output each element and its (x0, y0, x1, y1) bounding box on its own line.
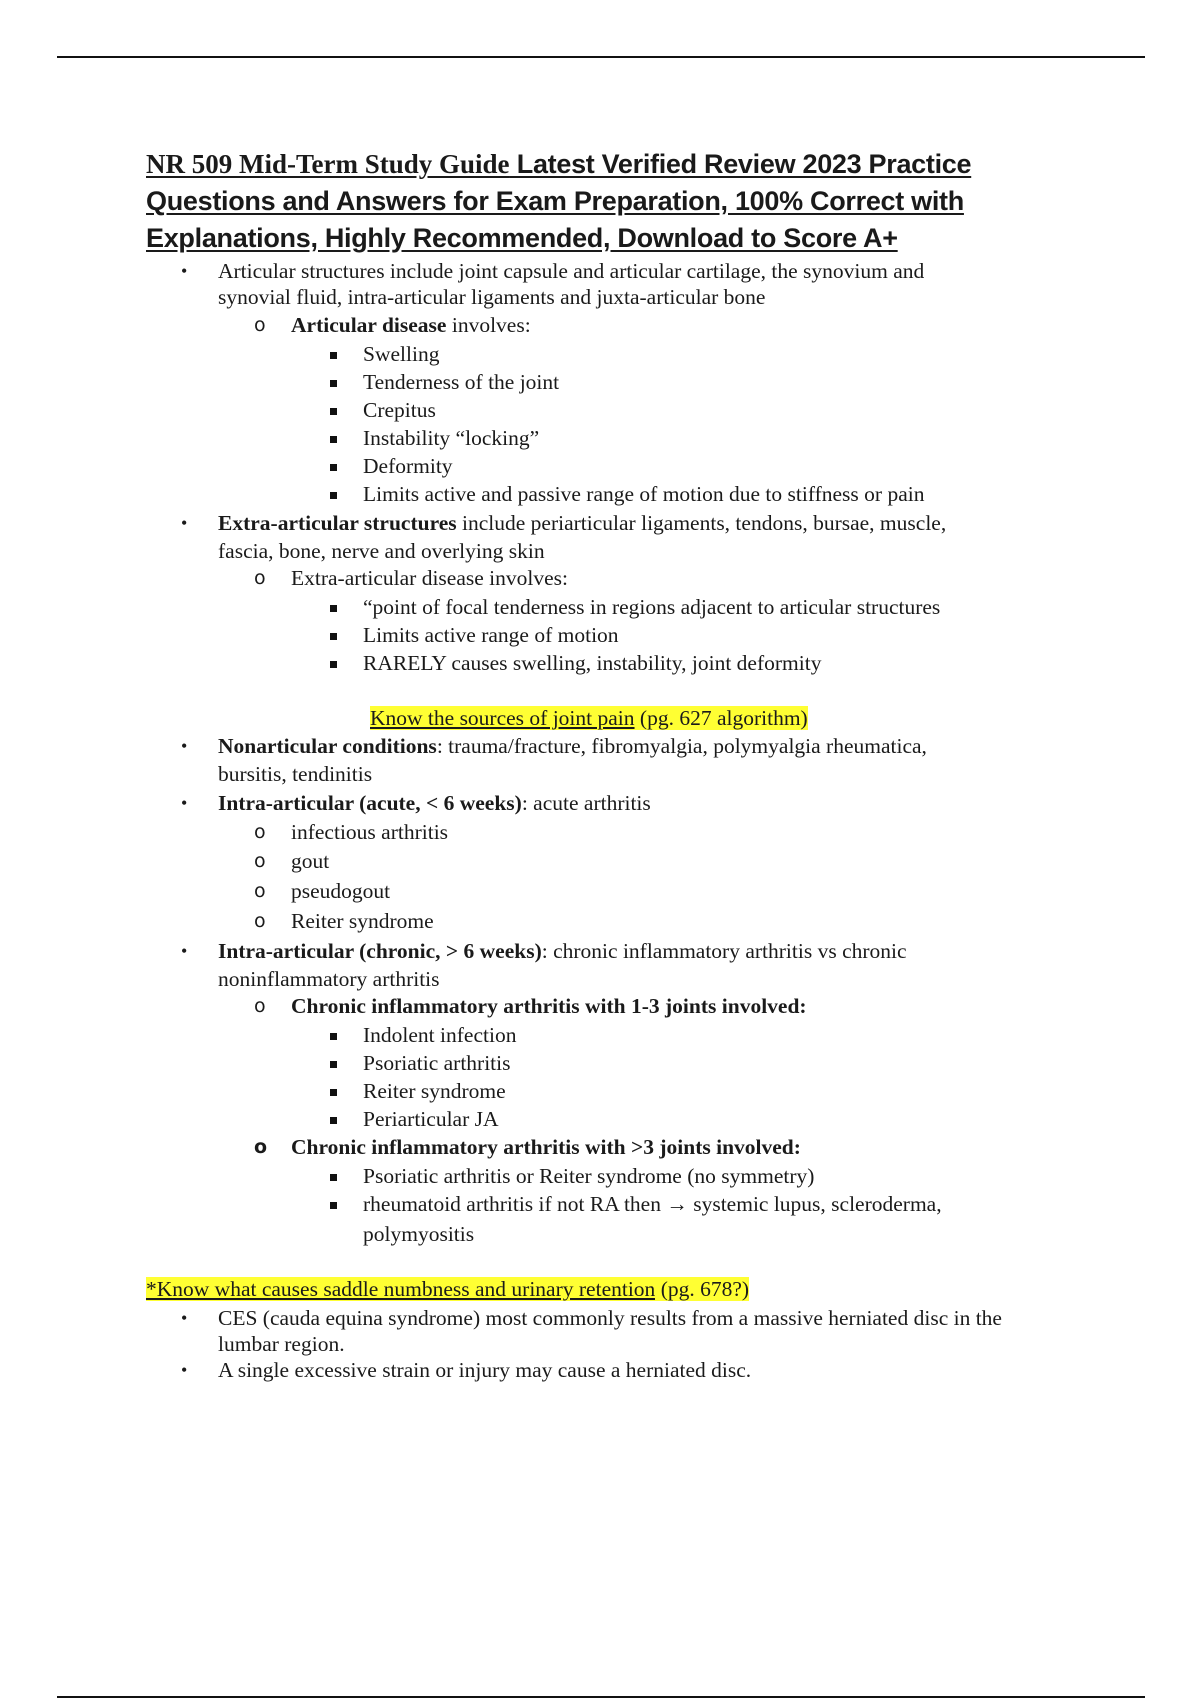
list-item: gout (291, 849, 330, 873)
list-item: Periarticular JA (363, 1107, 499, 1131)
list-item: Limits active and passive range of motion due to stiffness or pain (363, 482, 925, 506)
sub-bullet-marker: o (254, 910, 266, 932)
list-item: Psoriatic arthritis or Reiter syndrome (no symmetry) (363, 1164, 815, 1188)
articular-line2: synovial fluid, intra-articular ligaments and juxta-articular bone (218, 285, 766, 309)
list-item: pseudogout (291, 879, 391, 903)
square-bullet (330, 1089, 337, 1096)
square-bullet (330, 380, 337, 387)
acute-heading: Intra-articular (acute, < 6 weeks): acute arthritis (218, 791, 651, 815)
square-bullet (330, 1202, 337, 1209)
sub-bullet-marker: o (254, 314, 266, 336)
square-bullet (330, 1117, 337, 1124)
list-item: Indolent infection (363, 1023, 517, 1047)
chronic-sub2-heading: Chronic inflammatory arthritis with >3 joints involved: (291, 1135, 801, 1159)
list-item: RARELY causes swelling, instability, joint deformity (363, 651, 822, 675)
list-item: Reiter syndrome (291, 909, 434, 933)
bullet-marker: • (181, 941, 188, 961)
saddle-note: *Know what causes saddle numbness and urinary retention (pg. 678?) (146, 1277, 750, 1301)
bottom-rule (57, 1696, 1145, 1698)
list-item: Instability “locking” (363, 426, 540, 450)
articular-line1: Articular structures include joint capsule and articular cartilage, the synovium and (218, 259, 925, 283)
chronic-line1: Intra-articular (chronic, > 6 weeks): chronic inflammatory arthritis vs chronic (218, 939, 907, 963)
bullet-marker: • (181, 261, 188, 281)
bullet-marker: • (181, 513, 188, 533)
nonarticular-line2: bursitis, tendinitis (218, 762, 373, 786)
chronic-sub1-heading: Chronic inflammatory arthritis with 1-3 joints involved: (291, 994, 807, 1018)
extra-articular-line2: fascia, bone, nerve and overlying skin (218, 539, 545, 563)
top-rule (57, 56, 1145, 58)
square-bullet (330, 1033, 337, 1040)
bullet-marker: • (181, 1360, 188, 1380)
sub-bullet-marker: o (254, 567, 266, 589)
title-line3: Explanations, Highly Recommended, Download to Score A+ (146, 223, 898, 253)
title-part1: NR 509 Mid-Term Study Guide (146, 149, 510, 179)
bullet-marker: • (181, 793, 188, 813)
list-item: Psoriatic arthritis (363, 1051, 511, 1075)
sub-bullet-marker: o (254, 995, 266, 1017)
square-bullet (330, 1174, 337, 1181)
list-item: rheumatoid arthritis if not RA then → systemic lupus, scleroderma, (363, 1192, 942, 1216)
list-item: Reiter syndrome (363, 1079, 506, 1103)
bullet-marker: • (181, 736, 188, 756)
extra-disease-heading: Extra-articular disease involves: (291, 566, 569, 590)
sub-bullet-marker: o (254, 821, 266, 843)
square-bullet (330, 1061, 337, 1068)
list-item: Deformity (363, 454, 453, 478)
square-bullet (330, 633, 337, 640)
square-bullet (330, 492, 337, 499)
list-item: “point of focal tenderness in regions adjacent to articular structures (363, 595, 941, 619)
list-item: Swelling (363, 342, 440, 366)
bullet-marker: • (181, 1308, 188, 1328)
list-item: Tenderness of the joint (363, 370, 560, 394)
square-bullet (330, 605, 337, 612)
square-bullet (330, 464, 337, 471)
list-item: Crepitus (363, 398, 436, 422)
sub-bullet-marker: o (254, 1136, 268, 1158)
square-bullet (330, 352, 337, 359)
list-item: Limits active range of motion (363, 623, 619, 647)
nonarticular-line1: Nonarticular conditions: trauma/fracture, fibromyalgia, polymyalgia rheumatica, (218, 734, 927, 758)
list-item-continuation: polymyositis (363, 1222, 475, 1246)
herniated-disc-line: A single excessive strain or injury may cause a herniated disc. (218, 1358, 752, 1382)
ces-line2: lumbar region. (218, 1332, 345, 1356)
chronic-line2: noninflammatory arthritis (218, 967, 440, 991)
joint-pain-note: Know the sources of joint pain (pg. 627 algorithm) (370, 706, 808, 730)
square-bullet (330, 408, 337, 415)
articular-disease-heading: Articular disease involves: (291, 313, 531, 337)
list-item: infectious arthritis (291, 820, 449, 844)
title-line2: Questions and Answers for Exam Preparation, 100% Correct with (146, 186, 964, 216)
sub-bullet-marker: o (254, 880, 266, 902)
sub-bullet-marker: o (254, 850, 266, 872)
square-bullet (330, 436, 337, 443)
square-bullet (330, 661, 337, 668)
ces-line1: CES (cauda equina syndrome) most commonly results from a massive herniated disc in the (218, 1306, 1002, 1330)
title-part2: Latest Verified Review 2023 Practice (509, 149, 972, 179)
document-title (146, 146, 1066, 257)
extra-articular-line1: Extra-articular structures include periarticular ligaments, tendons, bursae, muscle, (218, 511, 947, 535)
